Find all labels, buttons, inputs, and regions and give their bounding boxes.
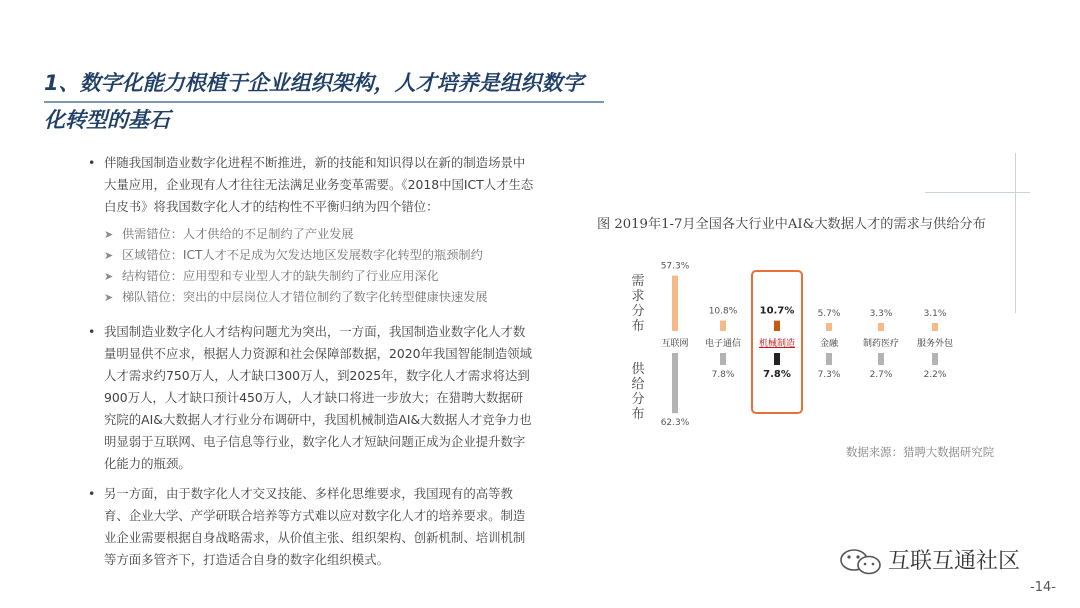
supply-bar	[826, 353, 832, 365]
category-label: 金融	[819, 339, 839, 349]
mismatch-item-text: 梯队错位：突出的中层岗位人才错位制约了数字化转型健康快速发展	[122, 290, 488, 304]
category-label: 机械制造	[758, 339, 796, 349]
demand-value-label: 3.1%	[923, 309, 947, 319]
mismatch-item-text: 结构错位：应用型和专业型人才的缺失制约了行业应用深化	[122, 269, 439, 283]
supply-axis-label: 供	[631, 362, 645, 377]
supply-bar	[720, 353, 726, 365]
supply-bar	[672, 353, 678, 413]
body-text	[88, 152, 534, 571]
supply-value-label: 62.3%	[660, 418, 690, 429]
supply-axis-label: 给	[631, 377, 645, 392]
mismatch-item	[88, 224, 534, 245]
bullet-paragraph-3: • 另一方面，由于数字化人才交叉技能、多样化思维要求，我国现有的高等教育、企业大学、产学研联合培养等方式难以应对数字化人才的培养要求。制造业企业需要根据自身战略需求，从价值主张、组织架构、创新机制、培训机制等方面多管齐下，打造适合自身的数字化组织模式。	[88, 483, 534, 571]
demand-bar	[932, 323, 938, 331]
bullet-paragraph-2: • 我国制造业数字化人才结构问题尤为突出，一方面，我国制造业数字化人才数量明显供不应求，根据人力资源和社会保障部数据，2020年我国智能制造领域人才需求约750万人，人才缺口300万人，到2025年，数字化人才需求将达到900万人，人才缺口预计450万人，人才缺口将进一步放大；在猎聘大数据研究院的AI&大数据人才行业分布调研中，我国机械制造AI&大数据人才竞争力也明显弱于互联网、电子信息等行业，数字化人才短缺问题正成为企业提升数字化能力的瓶颈。	[88, 321, 534, 475]
chart-title: 图 2019年1-7月全国各大行业中AI&大数据人才的需求与供给分布	[597, 217, 986, 232]
supply-value-label: 7.3%	[817, 370, 841, 380]
page-number: -14-	[1030, 580, 1056, 595]
supply-value-label: 7.8%	[711, 370, 735, 380]
arrow-icon: ➤	[104, 249, 114, 262]
chart-source: 数据来源：猎聘大数据研究院	[846, 445, 995, 459]
demand-axis-label: 需	[631, 274, 645, 289]
demand-value-label: 10.7%	[759, 305, 795, 317]
demand-value-label: 57.3%	[660, 261, 690, 272]
demand-value-label: 5.7%	[817, 309, 841, 319]
demand-bar	[826, 323, 832, 331]
demand-bar	[720, 321, 726, 331]
mismatch-item	[88, 287, 534, 308]
logo-text: 互联互通社区	[888, 549, 1021, 574]
demand-bar	[774, 321, 780, 331]
category-label: 服务外包	[916, 339, 954, 349]
demand-value-label: 10.8%	[708, 306, 738, 317]
supply-bar	[932, 353, 938, 365]
supply-value-label: 2.2%	[923, 370, 947, 380]
supply-value-label: 2.7%	[869, 370, 893, 380]
slide-title-line-1: 1、数字化能力根植于企业组织架构，人才培养是组织数字	[44, 68, 604, 103]
supply-axis-label: 分	[631, 392, 645, 407]
arrow-icon: ➤	[104, 228, 114, 241]
mismatch-list	[88, 224, 534, 308]
arrow-icon: ➤	[104, 291, 114, 304]
mismatch-item-text: 区域错位：ICT人才不足成为欠发达地区发展数字化转型的瓶颈制约	[122, 248, 483, 262]
supply-value-label: 7.8%	[763, 369, 791, 380]
supply-axis-label: 布	[631, 407, 645, 422]
demand-axis-label: 分	[631, 304, 645, 319]
category-label: 电子通信	[704, 339, 742, 349]
supply-bar	[774, 353, 780, 365]
mismatch-item	[88, 266, 534, 287]
demand-axis-label: 布	[631, 319, 645, 334]
category-label: 制药医疗	[862, 339, 900, 349]
demand-axis-label: 求	[631, 289, 645, 304]
demand-bar	[672, 276, 678, 331]
demand-bar	[878, 323, 884, 331]
slide-title-line-2: 化转型的基石	[44, 108, 170, 132]
arrow-icon: ➤	[104, 270, 114, 283]
supply-demand-chart	[590, 245, 1010, 440]
mismatch-item	[88, 245, 534, 266]
mismatch-item-text: 供需错位：人才供给的不足制约了产业发展	[122, 227, 354, 241]
decorative-vertical-line	[1015, 153, 1016, 313]
supply-bar	[878, 353, 884, 365]
decorative-horizontal-line	[925, 192, 1030, 193]
demand-value-label: 3.3%	[869, 309, 893, 319]
bullet-paragraph-1: • 伴随我国制造业数字化进程不断推进，新的技能和知识得以在新的制造场景中大量应用，企业现有人才往往无法满足业务变革需要。《2018中国ICT人才生态白皮书》将我国数字化人才的结构性不平衡归纳为四个错位：	[88, 152, 534, 218]
slide-title	[44, 68, 604, 136]
category-label: 互联网	[661, 339, 689, 349]
